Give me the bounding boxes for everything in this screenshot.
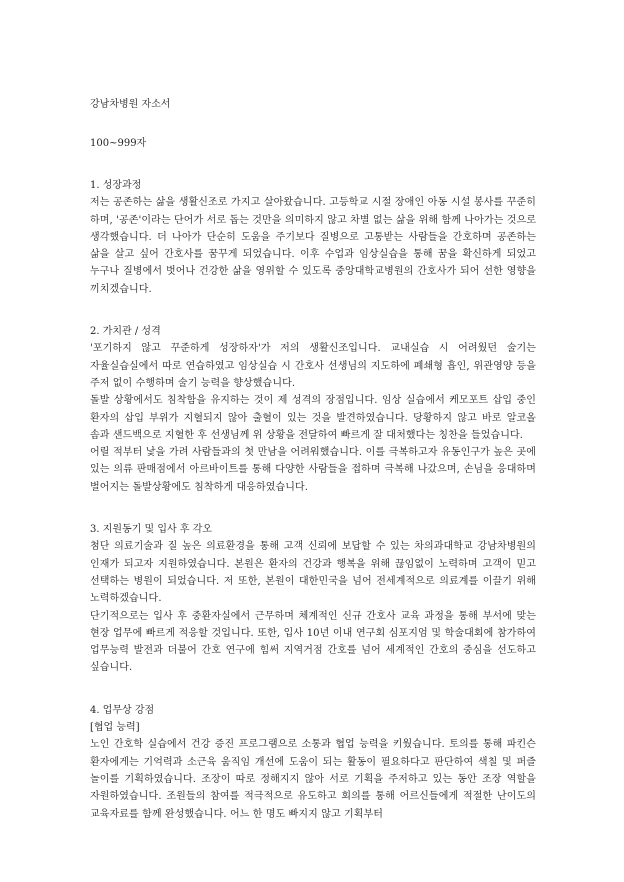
section-strengths [90, 702, 536, 823]
section-paragraph: 돌발 상황에서도 침착함을 유지하는 것이 제 성격의 장점입니다. 임상 실습에서 케모포트 삽입 중인 환자의 삽입 부위가 지혈되지 않아 출혈이 있는 것을 발견하였습니다. 당황하지 않고 바로 알코올 솜과 샌드백으로 지혈한 후 선생님께 위 상황을 전달하여 빠르게 잘 대처했다는 칭찬을 들었습니다. [90, 395, 536, 441]
section-heading: 2. 가치관 / 성격 [90, 326, 161, 338]
section-paragraph: '포기하지 않고 꾸준하게 성장하자'가 저의 생활신조입니다. 교내실습 시 어려웠던 술기는 자율실습실에서 따로 연습하였고 임상실습 시 간호사 선생님의 지도하에 폐쇄형 흡인, 위관영양 등을 주저 없이 수행하며 술기 능력을 향상했습니다. [90, 343, 536, 389]
section-paragraph: 저는 공존하는 삶을 생활신조로 가지고 살아왔습니다. 고등학교 시절 장애인 아동 시설 봉사를 꾸준히 하며, '공존'이라는 단어가 서로 돕는 것만을 의미하지 않고 차별 없는 삶을 위해 함께 나아가는 것으로 생각했습니다. 더 나아가 단순히 도움을 주기보다 질병으로 고통받는 사람들을 간호하며 공존하는 삶을 살고 싶어 간호사를 꿈꾸게 되었습니다. 이후 수업과 임상실습을 통해 꿈을 확신하게 되었고 누구나 질병에서 벗어나 건강한 삶을 영위할 수 있도록 중앙대학교병원의 간호사가 되어 선한 영향을 끼치겠습니다. [90, 197, 536, 295]
section-paragraph: 노인 간호학 실습에서 건강 증진 프로그램으로 소통과 협업 능력을 키웠습니다. 토의를 통해 파킨슨 환자에게는 기억력과 소근육 움직임 개선에 도움이 되는 활동이 필요하다고 판단하여 색칠 및 퍼즐 놀이를 기획하였습니다. 조장이 따로 정해지지 않아 서로 기획을 주저하고 있는 동안 조장 역할을 자원하였습니다. 조원들의 참여를 적극적으로 유도하고 회의를 통해 어르신들에게 적절한 난이도의 교육자료를 함께 완성했습니다. 어느 한 명도 빠지지 않고 기획부터 [90, 739, 536, 820]
section-values [90, 323, 536, 496]
section-motivation [90, 521, 536, 677]
section-heading: 4. 업무상 강점 [90, 704, 155, 716]
document-title: 강남차병원 자소서 [90, 99, 171, 110]
sub-heading: [협업 능력] [90, 722, 140, 734]
section-paragraph: 첨단 의료기술과 질 높은 의료환경을 통해 고객 신뢰에 보답할 수 있는 차의과대학교 강남차병원의 인재가 되고자 지원하였습니다. 본원은 환자의 건강과 행복을 위해 끊임없이 노력하며 고객이 믿고 선택하는 병원이 되었습니다. 저 또한, 본원이 대한민국을 넘어 전세계적으로 의료계를 이끌기 위해 노력하겠습니다. [90, 541, 536, 605]
section-paragraph: 어릴 적부터 낯을 가려 사람들과의 첫 만남을 어려워했습니다. 이를 극복하고자 유동인구가 높은 곳에 있는 의류 판매점에서 아르바이트를 통해 다양한 사람들을 접하며 극복해 나갔으며, 손님을 응대하며 벌어지는 돌발상황에도 침착하게 대응하였습니다. [90, 447, 536, 493]
section-growth [90, 177, 536, 298]
word-count-label: 100~999자 [90, 138, 147, 149]
section-heading: 3. 지원동기 및 입사 후 각오 [90, 524, 213, 536]
section-paragraph: 단기적으로는 입사 후 중환자실에서 근무하며 체계적인 신규 간호사 교육 과정을 통해 부서에 맞는 현장 업무에 빠르게 적응할 것입니다. 또한, 입사 10년 이내 연구회 심포지엄 및 학술대회에 참가하여 업무능력 발전과 더불어 간호 연구에 힘써 지역거점 간호를 넘어 세계적인 간호의 중심을 선도하고 싶습니다. [90, 610, 536, 674]
section-heading: 1. 성장과정 [90, 180, 142, 191]
